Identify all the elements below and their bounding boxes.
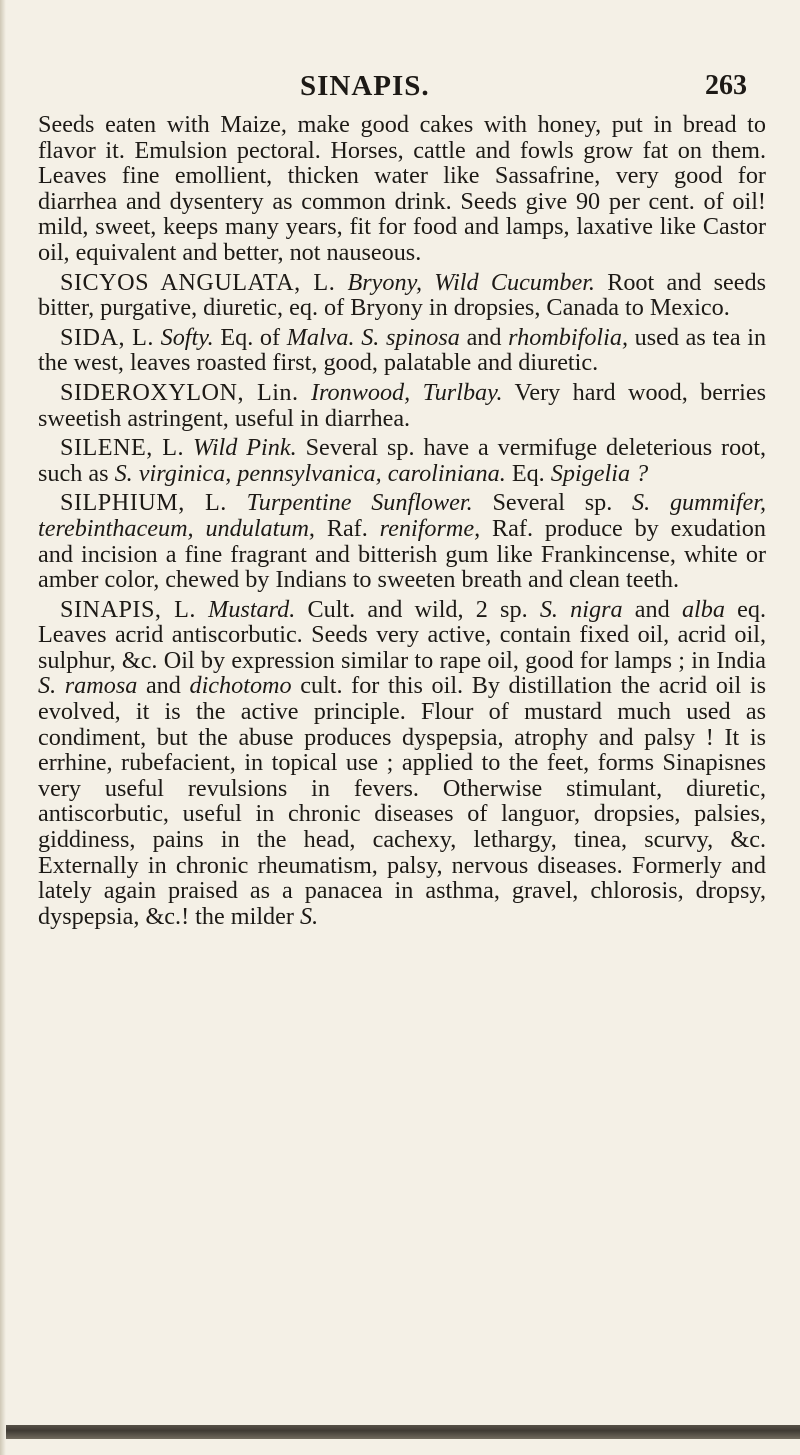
- entry-text: Eq.: [511, 459, 545, 487]
- entry-italic: S. ramosa: [38, 672, 138, 700]
- entry-text: Raf.: [326, 514, 368, 542]
- entry-italic: S. nigra: [539, 595, 623, 623]
- entry-sida: [38, 325, 766, 376]
- entry-text: Several sp. have a vermifuge deleterious root, such as: [38, 434, 767, 487]
- entry-text: Eq. of: [220, 323, 281, 351]
- page-gutter-shadow: [0, 0, 6, 1455]
- entry-text: Several sp.: [492, 489, 613, 517]
- entry-common-name: Turpentine Sunflower.: [246, 489, 473, 517]
- entry-text: Cult. and wild, 2 sp.: [307, 595, 528, 623]
- entry-italic: Malva. S. spinosa: [286, 323, 460, 351]
- paragraph-continuation: Seeds eaten with Maize, make good cakes with honey, put in bread to flavor it. Emulsion pectoral. Horses, cattle and fowls grow fat on them. Leaves fine emollient, thicken water like Sassafrine, very good for diarrhea and dysentery as common drink. Seeds give 90 per cent. of oil! mild, sweet, keeps many years, fit for food and lamps, laxative like Castor oil, equivalent and better, not nauseous.: [38, 111, 766, 266]
- entry-sideroxylon: [38, 380, 766, 431]
- entry-common-name: Softy.: [160, 323, 214, 351]
- entry-text: Root and seeds bitter, purgative, diuretic, eq. of Bryony in dropsies, Canada to Mexico.: [38, 268, 767, 322]
- entry-common-name: Wild Pink.: [193, 434, 297, 462]
- entry-sinapis: [38, 597, 766, 930]
- entry-italic: alba: [681, 595, 725, 623]
- page-header: [0, 70, 800, 106]
- entry-italic: S. gummifer, terebinthaceum, undulatum,: [38, 489, 767, 542]
- entry-genus: SIDA, L.: [60, 323, 154, 351]
- entry-silphium: [38, 490, 766, 592]
- entry-text: and: [145, 672, 181, 700]
- entry-sicyos: [38, 270, 766, 321]
- entry-genus: SINAPIS, L.: [60, 595, 196, 623]
- entry-italic: S.: [299, 902, 319, 930]
- entry-genus: SILPHIUM, L.: [60, 489, 227, 517]
- entry-text: eq. Leaves acrid antiscorbutic. Seeds very active, contain fixed oil, acrid oil, sulphur, &c. Oil by expression similar to rape oil, good for lamps ; in India: [38, 595, 767, 674]
- entry-text: and: [466, 323, 502, 351]
- entry-italic: rhombifolia,: [508, 323, 628, 351]
- entry-common-name: Mustard.: [208, 595, 296, 623]
- entry-text: used as tea in the west, leaves roasted first, good, palatable and diuretic.: [38, 323, 767, 377]
- entry-text: cult. for this oil. By distillation the acrid oil is evolved, it is the active principle. Flour of mustard much used as condiment, but the abuse produces dyspepsia, atrophy and palsy ! It is errhine, rubefacient, in topical use ; applied to the feet, forms Sinapisnes very useful revulsions in fevers. Otherwise stimulant, diuretic, antiscorbutic, useful in chronic diseases of languor, dropsies, palsies, giddiness, pains in the head, cachexy, lethargy, tinea, scurvy, &c. Externally in chronic rheumatism, palsy, nervous diseases. Formerly and lately again praised as a panacea in asthma, gravel, chlorosis, dropsy, dyspepsia, &c.! the milder: [38, 672, 766, 930]
- entry-text: Very hard wood, berries sweetish astringent, useful in diarrhea.: [38, 378, 766, 432]
- entry-italic: S. virginica, pennsylvanica, caroliniana.: [114, 459, 506, 487]
- entry-silene: [38, 435, 766, 486]
- entry-text: and: [634, 595, 670, 623]
- entry-genus: SIDEROXYLON, Lin.: [60, 378, 299, 406]
- page-bottom-edge: [6, 1425, 800, 1439]
- entry-italic: dichotomo: [189, 672, 292, 700]
- entry-genus: SICYOS ANGULATA, L.: [60, 268, 336, 296]
- entry-italic: reniforme,: [379, 514, 481, 542]
- entry-common-name: Bryony, Wild Cucumber.: [347, 268, 595, 296]
- page-number: 263: [705, 70, 747, 101]
- entry-common-name: Ironwood, Turlbay.: [310, 378, 503, 406]
- entry-italic: Spigelia ?: [550, 459, 649, 487]
- running-title: SINAPIS.: [300, 70, 430, 102]
- entry-genus: SILENE, L.: [60, 434, 185, 462]
- page-body: [38, 112, 766, 929]
- entry-text: Raf. produce by exudation and incision a fine fragrant and bitterish gum like Frankincense, white or amber color, chewed by Indians to sweeten breath and clean teeth.: [38, 514, 766, 594]
